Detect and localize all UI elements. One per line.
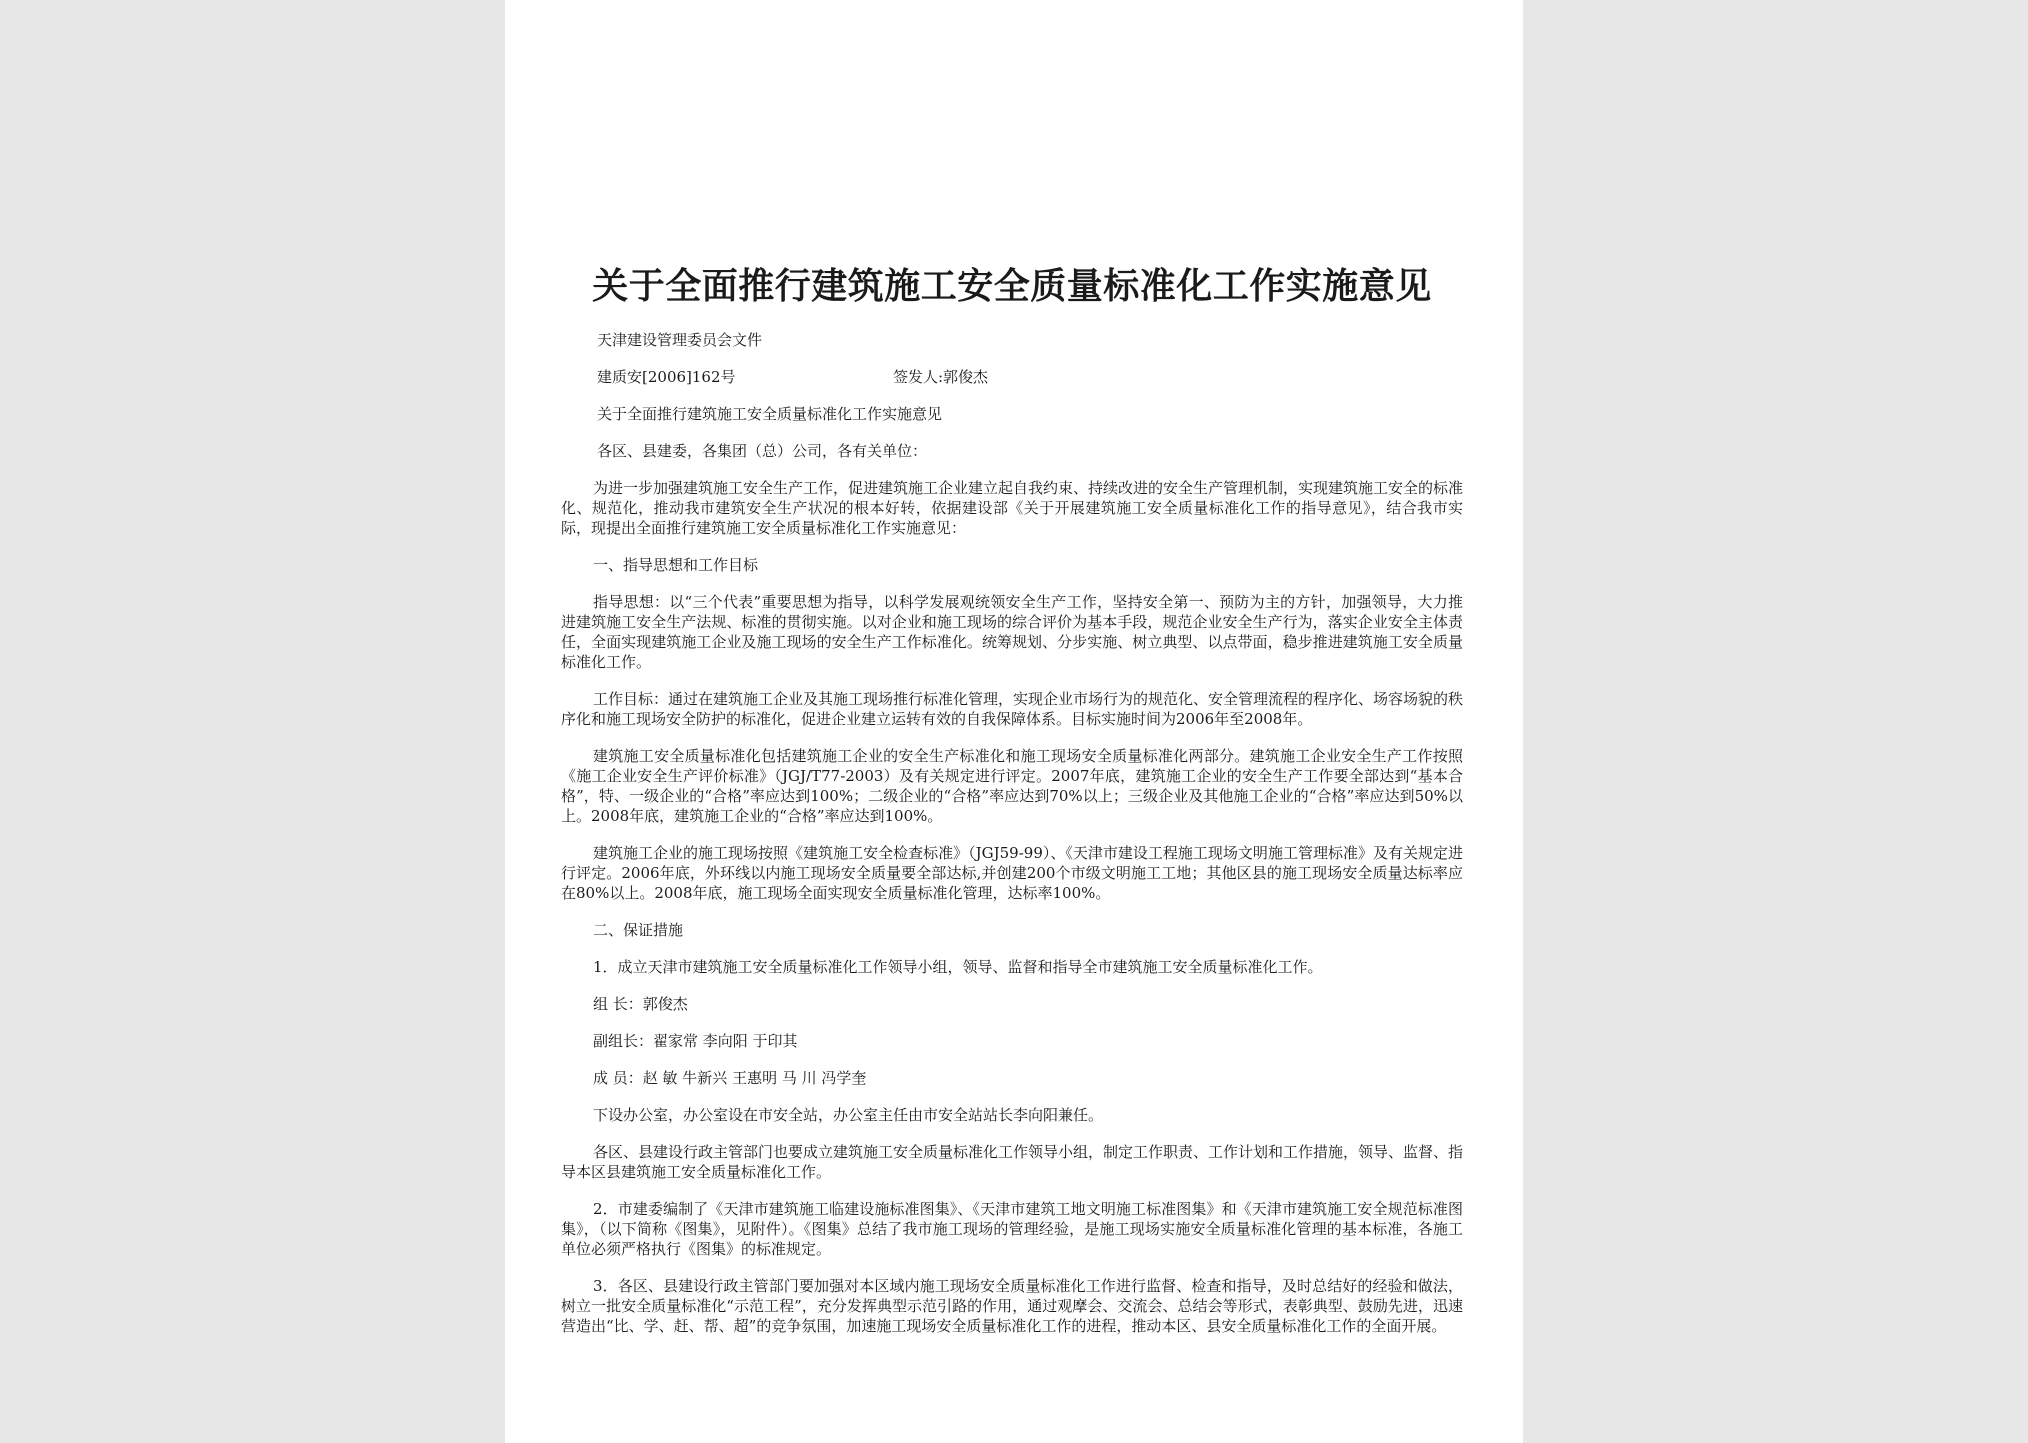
doc-number: 建质安[2006]162号 <box>597 368 736 386</box>
members-line: 成 员：赵 敏 牛新兴 王惠明 马 川 冯学奎 <box>593 1069 867 1087</box>
measure-2-paragraph: 2．市建委编制了《天津市建筑施工临建设施标准图集》、《天津市建筑工地文明施工标准图集》和《天津市建筑施工安全规范标准图集》，（以下简称《图集》，见附件）。《图集》总结了我市施工现场的管理经验，是施工现场实施安全质量标准化管理的基本标准，各施工单位必须严格执行《图集》的标准规定。 <box>561 1200 1463 1258</box>
office-paragraph: 下设办公室，办公室设在市安全站，办公室主任由市安全站站长李向阳兼任。 <box>593 1106 1104 1124</box>
section-2-heading: 二、保证措施 <box>593 921 684 939</box>
doc-number-row <box>597 367 1463 387</box>
deputy-line: 副组长：翟家常 李向阳 于印其 <box>593 1032 798 1050</box>
measure-3-paragraph: 3．各区、县建设行政主管部门要加强对本区域内施工现场安全质量标准化工作进行监督、检查和指导，及时总结好的经验和做法，树立一批安全质量标准化“示范工程”，充分发挥典型示范引路的作用，通过观摩会、交流会、总结会等形式，表彰典型、鼓励先进，迅速营造出“比、学、赶、帮、超”的竞争氛围，加速施工现场安全质量标准化工作的进程，推动本区、县安全质量标准化工作的全面开展。 <box>561 1277 1463 1335</box>
signer: 签发人:郭俊杰 <box>893 368 989 386</box>
document-title: 关于全面推行建筑施工安全质量标准化工作实施意见 <box>592 265 1432 307</box>
site-paragraph: 建筑施工企业的施工现场按照《建筑施工安全检查标准》（JGJ59-99）、《天津市建设工程施工现场文明施工管理标准》及有关规定进行评定。2006年底，外环线以内施工现场安全质量要全部达标,并创建200个市级文明施工工地；其他区县的施工现场安全质量达标率应在80%以上。2008年底，施工现场全面实现安全质量标准化管理，达标率100%。 <box>561 844 1463 902</box>
document-page <box>505 0 1523 1443</box>
section-1-heading: 一、指导思想和工作目标 <box>593 556 759 574</box>
measure-1-paragraph: 1．成立天津市建筑施工安全质量标准化工作领导小组，领导、监督和指导全市建筑施工安全质量标准化工作。 <box>593 958 1323 976</box>
salutation: 各区、县建委，各集团（总）公司，各有关单位： <box>597 442 928 460</box>
subtitle: 关于全面推行建筑施工安全质量标准化工作实施意见 <box>597 405 943 423</box>
standard-paragraph: 建筑施工安全质量标准化包括建筑施工企业的安全生产标准化和施工现场安全质量标准化两部分。建筑施工企业安全生产工作按照《施工企业安全生产评价标准》（JGJ/T77-2003）及有关规定进行评定。2007年底，建筑施工企业的安全生产工作要全部达到“基本合格”，特、一级企业的“合格”率应达到100%；二级企业的“合格”率应达到70%以上；三级企业及其他施工企业的“合格”率应达到50%以上。2008年底，建筑施工企业的“合格”率应达到100%。 <box>561 747 1463 825</box>
guiding-paragraph: 指导思想：以“三个代表”重要思想为指导，以科学发展观统领安全生产工作，坚持安全第一、预防为主的方针，加强领导，大力推进建筑施工安全生产法规、标准的贯彻实施。以对企业和施工现场的综合评价为基本手段，规范企业安全生产行为，落实企业安全主体责任，全面实现建筑施工企业及施工现场的安全生产工作标准化。统筹规划、分步实施、树立典型、以点带面，稳步推进建筑施工安全质量标准化工作。 <box>561 593 1463 671</box>
goal-paragraph: 工作目标：通过在建筑施工企业及其施工现场推行标准化管理，实现企业市场行为的规范化、安全管理流程的程序化、场容场貌的秩序化和施工现场安全防护的标准化，促进企业建立运转有效的自我保障体系。目标实施时间为2006年至2008年。 <box>561 690 1464 728</box>
intro-paragraph: 为进一步加强建筑施工安全生产工作，促进建筑施工企业建立起自我约束、持续改进的安全生产管理机制，实现建筑施工安全的标准化、规范化，推动我市建筑安全生产状况的根本好转，依据建设部《关于开展建筑施工安全质量标准化工作的指导意见》，结合我市实际，现提出全面推行建筑施工安全质量标准化工作实施意见： <box>561 479 1464 537</box>
district-paragraph: 各区、县建设行政主管部门也要成立建筑施工安全质量标准化工作领导小组，制定工作职责、工作计划和工作措施，领导、监督、指导本区县建筑施工安全质量标准化工作。 <box>561 1143 1464 1181</box>
leader-line: 组 长：郭俊杰 <box>593 995 688 1013</box>
issuer-line: 天津建设管理委员会文件 <box>597 331 763 349</box>
